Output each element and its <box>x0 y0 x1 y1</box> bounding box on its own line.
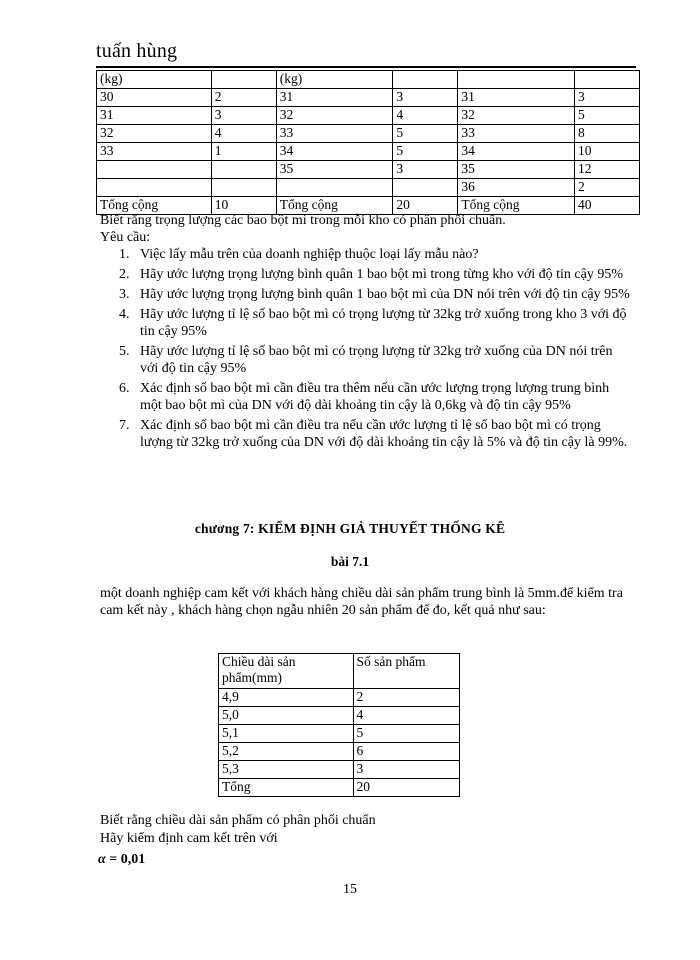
table-cell: 5 <box>393 143 458 161</box>
table-cell: 5,1 <box>219 725 354 743</box>
list-item: 7. Xác định số bao bột mì cần điều tra nếu cần ước lượng tỉ lệ số bao bột mì có trọng lượng từ 32kg trở xuống của DN với độ dài khoảng tin cậy là 5% và độ tin cậy là 99%. <box>119 418 628 450</box>
table-cell: Tổng cộng <box>276 197 393 215</box>
table-cell: 36 <box>458 179 575 197</box>
table-cell: 12 <box>574 161 639 179</box>
table-cell: 8 <box>574 125 639 143</box>
table-cell: 1 <box>211 143 276 161</box>
table-cell <box>276 179 393 197</box>
table-cell: 35 <box>276 161 393 179</box>
table-cell: 5,3 <box>219 761 354 779</box>
lesson-title: bài 7.1 <box>330 554 370 569</box>
table-cell: (kg) <box>276 71 393 89</box>
table-cell <box>393 179 458 197</box>
table-cell <box>458 71 575 89</box>
page-number: 15 <box>343 882 357 897</box>
table-cell: 4,9 <box>219 689 354 707</box>
table-cell: 31 <box>276 89 393 107</box>
table-cell: 40 <box>574 197 639 215</box>
table-cell: 4 <box>211 125 276 143</box>
table-cell: 5 <box>574 107 639 125</box>
test-instruction: Hãy kiểm định cam kết trên với <box>100 831 278 846</box>
requirements-label: Yêu cầu: <box>100 230 151 245</box>
table-cell: 10 <box>211 197 276 215</box>
list-item: 2. Hãy ước lượng trọng lượng bình quân 1 bao bột mì trong từng kho với độ tin cậy 95% <box>119 267 624 282</box>
table-row <box>219 743 460 761</box>
table-cell: 33 <box>97 143 212 161</box>
table-cell: 2 <box>353 689 460 707</box>
table-cell: 5 <box>353 725 460 743</box>
table-row <box>219 689 460 707</box>
table-cell: 35 <box>458 161 575 179</box>
list-item: 4. Hãy ước lượng tỉ lệ số bao bột mì có trọng lượng từ 32kg trở xuống trong kho 3 với độ tin cậy 95% <box>119 307 627 339</box>
table-row <box>97 125 640 143</box>
table-cell <box>393 71 458 89</box>
requirements-list <box>100 246 630 454</box>
table-cell: 33 <box>276 125 393 143</box>
table-cell: 31 <box>458 89 575 107</box>
table-header-cell: Chiều dài sản phẩm(mm) <box>219 654 354 689</box>
table-header-cell: Số sản phẩm <box>353 654 460 689</box>
header-rule <box>96 66 636 68</box>
table-row <box>97 143 640 161</box>
table-cell: 10 <box>574 143 639 161</box>
table-cell: (kg) <box>97 71 212 89</box>
table-cell: Tổng cộng <box>458 197 575 215</box>
table-row <box>219 761 460 779</box>
alpha-value: 0,01 <box>120 852 146 867</box>
table-row <box>97 161 640 179</box>
table-cell: 20 <box>393 197 458 215</box>
chapter-title: chương 7: KIỂM ĐỊNH GIẢ THUYẾT THỐNG KÊ <box>194 521 506 536</box>
table-cell: 34 <box>276 143 393 161</box>
table-cell: 5 <box>393 125 458 143</box>
table-row <box>219 725 460 743</box>
list-item: 5. Hãy ước lượng tỉ lệ số bao bột mì có trọng lượng từ 32kg trở xuống của DN nói trên với độ tin cậy 95% <box>119 344 613 376</box>
table-cell: 20 <box>353 779 460 797</box>
table-cell: 3 <box>393 161 458 179</box>
closing-distribution-note: Biết rằng chiều dài sản phẩm có phân phối chuẩn <box>100 813 376 828</box>
table-cell: 3 <box>574 89 639 107</box>
table-cell: 32 <box>276 107 393 125</box>
table-cell <box>211 161 276 179</box>
list-item: 6. Xác định số bao bột mì cần điều tra thêm nếu cần ước lượng trọng lượng trung bình một bao bột mì của DN với độ dài khoảng tin cậy là 0,6kg và độ tin cậy 95% <box>119 381 610 413</box>
list-item: 1. Việc lấy mẫu trên của doanh nghiệp thuộc loại lấy mẫu nào? <box>119 247 479 262</box>
table-cell: 33 <box>458 125 575 143</box>
table-cell: 3 <box>393 89 458 107</box>
table-cell <box>574 71 639 89</box>
distribution-note: Biết rằng trọng lượng các bao bột mì trong mỗi kho có phân phối chuẩn. <box>100 213 506 228</box>
page-header: tuấn hùng <box>96 40 178 62</box>
table-cell: 30 <box>97 89 212 107</box>
table-cell: Tổng <box>219 779 354 797</box>
table-cell <box>97 161 212 179</box>
table-row <box>97 179 640 197</box>
table-row <box>97 71 640 89</box>
table-cell: Tổng cộng <box>97 197 212 215</box>
list-item: 3. Hãy ước lượng trọng lượng bình quân 1 bao bột mì của DN nói trên với độ tin cậy 95% <box>119 287 630 302</box>
table-row <box>97 89 640 107</box>
table-row <box>219 707 460 725</box>
table-cell <box>97 179 212 197</box>
table-cell: 2 <box>211 89 276 107</box>
table-cell <box>211 179 276 197</box>
table-cell: 34 <box>458 143 575 161</box>
table-cell: 32 <box>97 125 212 143</box>
problem-intro: một doanh nghiệp cam kết với khách hàng chiều dài sản phẩm trung bình là 5mm.để kiểm tra cam kết này , khách hàng chọn ngẫu nhiên 20 sản phẩm để đo, kết quả như sau: <box>100 586 623 618</box>
table-cell: 5,2 <box>219 743 354 761</box>
table-cell <box>211 71 276 89</box>
weight-frequency-table <box>96 70 640 215</box>
table-header-row <box>219 654 460 689</box>
table-cell: 4 <box>393 107 458 125</box>
table-cell: 4 <box>353 707 460 725</box>
significance-level: α = 0,01 <box>98 852 146 867</box>
table-cell: 3 <box>211 107 276 125</box>
table-cell: 31 <box>97 107 212 125</box>
length-frequency-table <box>218 653 460 797</box>
table-cell: 32 <box>458 107 575 125</box>
table-row <box>97 107 640 125</box>
table-cell: 3 <box>353 761 460 779</box>
alpha-symbol: α <box>98 852 106 867</box>
table-cell: 2 <box>574 179 639 197</box>
table-cell: 6 <box>353 743 460 761</box>
table-total-row <box>219 779 460 797</box>
table-cell: 5,0 <box>219 707 354 725</box>
